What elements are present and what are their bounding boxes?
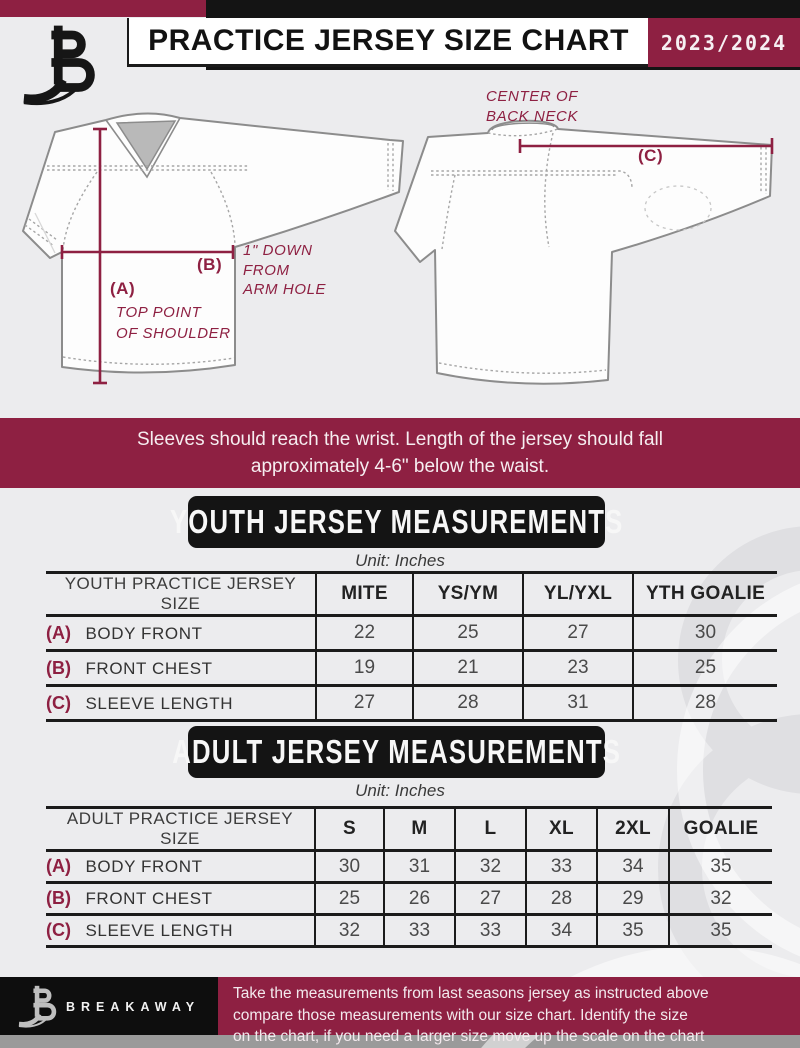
season-label: 2023/2024 (660, 30, 788, 55)
table-cell: 35 (597, 915, 669, 947)
table-cell: 33 (526, 851, 597, 883)
shoulder-caption (116, 302, 231, 344)
table-header-row (46, 573, 777, 616)
table-cell: 22 (316, 616, 413, 651)
caption-line: ARM HOLE (243, 281, 327, 298)
table-row (46, 915, 772, 947)
table-cell: 29 (597, 883, 669, 915)
caption-line: BACK NECK (486, 107, 579, 125)
table-header-cell: GOALIE (669, 808, 772, 851)
armhole-caption (243, 241, 326, 300)
table-row (46, 883, 772, 915)
notice-banner (0, 418, 800, 488)
footer-instruction-line: compare those measurements with our size chart. Identify the size (233, 1006, 688, 1024)
measure-label: SLEEVE LENGTH (85, 693, 234, 713)
table-cell: 32 (455, 851, 526, 883)
table-cell: 19 (316, 651, 413, 686)
table-row (46, 651, 777, 686)
footer-instruction-line: Take the measurements from last seasons jersey as instructed above (233, 985, 709, 1002)
breakaway-b-logo-icon (22, 24, 102, 106)
title-banner (127, 18, 648, 67)
caption-line: TOP POINT (116, 304, 202, 321)
measure-key: (C) (46, 920, 71, 940)
table-cell: 28 (526, 883, 597, 915)
youth-size-table (46, 571, 777, 722)
adult-section-banner (172, 726, 621, 778)
table-cell: 25 (315, 883, 384, 915)
table-cell: 27 (523, 616, 633, 651)
table-cell: 27 (316, 686, 413, 721)
row-label-cell (46, 651, 316, 686)
page-title: PRACTICE JERSEY SIZE CHART (148, 24, 629, 57)
table-row (46, 686, 777, 721)
table-cell: 21 (413, 651, 523, 686)
table-cell: 25 (633, 651, 777, 686)
measure-label: FRONT CHEST (85, 889, 213, 908)
table-cell: 31 (384, 851, 455, 883)
adult-size-table (46, 806, 772, 948)
season-banner (648, 18, 800, 67)
table-cell: 31 (523, 686, 633, 721)
back-jersey-diagram (395, 95, 795, 395)
measure-key: (A) (46, 856, 71, 876)
row-label-cell (46, 851, 315, 883)
table-header-cell: MITE (316, 573, 413, 616)
row-label-cell (46, 616, 316, 651)
footer-instructions (218, 977, 800, 1045)
footer-brand-block (0, 977, 218, 1035)
table-cell: 23 (523, 651, 633, 686)
table-cell: 33 (384, 915, 455, 947)
table-cell: 33 (455, 915, 526, 947)
table-cell: 32 (315, 915, 384, 947)
row-label-cell (46, 686, 316, 721)
measure-key: (A) (46, 622, 71, 643)
table-row (46, 851, 772, 883)
table-header-cell: M (384, 808, 455, 851)
measure-a-key: (A) (110, 279, 136, 298)
table-cell: 26 (384, 883, 455, 915)
measure-key: (B) (46, 888, 71, 908)
youth-section-title: YOUTH JERSEY MEASUREMENTS (169, 503, 624, 540)
measure-label: BODY FRONT (85, 623, 203, 643)
youth-section-banner (169, 496, 624, 548)
adult-section-title: ADULT JERSEY MEASUREMENTS (172, 733, 621, 770)
row-label-cell (46, 915, 315, 947)
row-label-cell (46, 883, 315, 915)
table-header-cell: YTH GOALIE (633, 573, 777, 616)
measure-c-key: (C) (638, 146, 664, 165)
table-header-cell: L (455, 808, 526, 851)
table-cell: 34 (526, 915, 597, 947)
table-cell: 34 (597, 851, 669, 883)
notice-text: Sleeves should reach the wrist. Length of the jersey should fall approximately 4-6" below the waist. (137, 429, 663, 477)
footer-instruction-line: on the chart, if you need a larger size move up the scale on the chart (233, 1028, 705, 1045)
measure-key: (C) (46, 692, 71, 713)
table-header-cell: 2XL (597, 808, 669, 851)
table-cell: 30 (315, 851, 384, 883)
caption-line: FROM (243, 261, 290, 279)
measure-label: SLEEVE LENGTH (85, 921, 234, 940)
table-header-cell: ADULT PRACTICE JERSEY SIZE (66, 809, 294, 848)
table-header-cell: YOUTH PRACTICE JERSEY SIZE (64, 574, 297, 613)
table-cell: 28 (633, 686, 777, 721)
table-cell: 25 (413, 616, 523, 651)
caption-line: 1" DOWN (243, 242, 313, 259)
table-cell: 35 (669, 915, 772, 947)
header-maroon-strip (0, 0, 206, 17)
table-header-cell: YL/YXL (523, 573, 633, 616)
front-jersey-diagram (5, 95, 405, 395)
table-cell: 35 (669, 851, 772, 883)
table-row (46, 616, 777, 651)
table-header-cell: XL (526, 808, 597, 851)
table-header-cell: S (315, 808, 384, 851)
youth-unit-label: Unit: Inches (355, 551, 445, 570)
caption-line: OF SHOULDER (116, 325, 231, 342)
measure-b-key: (B) (197, 255, 223, 274)
table-cell: 30 (633, 616, 777, 651)
adult-unit-label: Unit: Inches (355, 781, 445, 800)
measure-label: FRONT CHEST (85, 658, 213, 678)
table-cell: 28 (413, 686, 523, 721)
measure-key: (B) (46, 657, 71, 678)
table-cell: 27 (455, 883, 526, 915)
footer-brand-name: BREAKAWAY (66, 1000, 201, 1014)
back-neck-caption (486, 87, 578, 126)
table-header-cell: YS/YM (413, 573, 523, 616)
table-cell: 32 (669, 883, 772, 915)
measure-label: BODY FRONT (85, 857, 203, 876)
caption-line: CENTER OF (486, 88, 579, 105)
breakaway-b-logo-icon (18, 985, 60, 1028)
table-header-row (46, 808, 772, 851)
